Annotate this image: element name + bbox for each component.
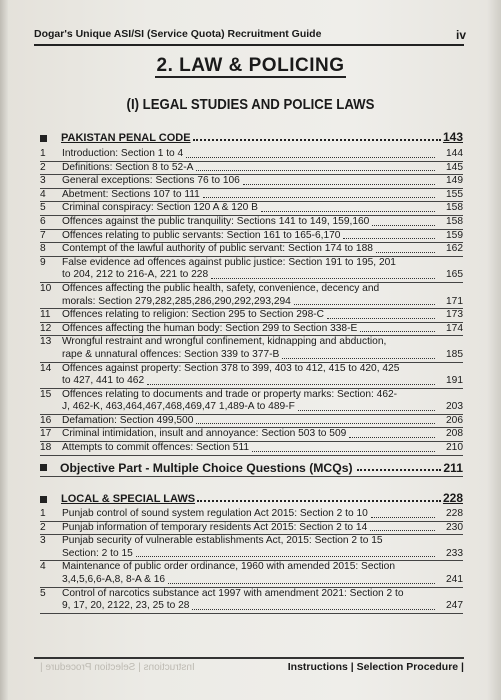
item-page-number: 241	[446, 573, 463, 585]
list-item	[40, 442, 463, 456]
item-number: 4	[40, 561, 46, 573]
item-text: to 427, 441 to 462	[62, 375, 145, 387]
item-text: Criminal conspiracy: Section 120 A & 120 B	[62, 202, 258, 214]
local-laws-heading-label: LOCAL & SPECIAL LAWS	[61, 493, 196, 505]
leader-dots	[243, 184, 435, 185]
leader-dots	[261, 211, 435, 212]
list-item	[40, 243, 463, 257]
leader-dots	[343, 238, 435, 239]
item-page-number: 174	[446, 322, 463, 334]
item-text: Offences relating to documents and trade or property marks: Section: 462-	[62, 388, 398, 400]
list-item	[40, 415, 463, 429]
list-item	[40, 336, 463, 362]
header-page-number: iv	[455, 28, 466, 42]
item-text: Wrongful restraint and wrongful confinement, kidnapping and abduction,	[62, 336, 387, 348]
leader-dots	[193, 139, 441, 141]
item-page-number: 155	[446, 188, 463, 200]
list-item	[40, 389, 463, 415]
leader-dots	[282, 358, 435, 359]
list-item	[40, 508, 463, 522]
item-number: 4	[40, 188, 46, 200]
item-page-number: 165	[446, 269, 463, 281]
item-text: Definitions: Section 8 to 52-A	[62, 161, 194, 173]
item-text: Offences affecting the human body: Section 299 to Section 338-E	[62, 322, 358, 334]
item-number: 2	[40, 161, 46, 173]
item-text: Control of narcotics substance act 1997 with amendment 2021: Section 2 to	[62, 587, 404, 599]
item-text: General exceptions: Sections 76 to 106	[62, 175, 240, 187]
item-number: 3	[40, 535, 46, 547]
chapter-title: 2. LAW & POLICING	[156, 55, 345, 76]
item-text: morals: Section 279,282,285,286,290,292,293,294	[62, 295, 291, 307]
section-title: (I) LEGAL STUDIES AND POLICE LAWS	[126, 96, 375, 113]
leader-dots	[136, 556, 435, 557]
item-number: 5	[40, 202, 46, 214]
item-page-number: 158	[446, 202, 463, 214]
item-page-number: 210	[446, 442, 463, 454]
local-laws-heading	[40, 491, 463, 505]
item-page-number: 247	[446, 600, 463, 612]
leader-dots	[349, 437, 435, 438]
leader-dots	[147, 384, 435, 385]
leader-dots	[203, 197, 435, 198]
list-item	[40, 323, 463, 337]
list-item	[40, 148, 463, 162]
item-text: Offences relating to public servants: Section 161 to 165-6,170	[62, 229, 341, 241]
item-text: Offences relating to religion: Section 295 to Section 298-C	[62, 309, 325, 321]
leader-dots	[196, 423, 435, 424]
list-item	[40, 175, 463, 189]
leader-dots	[376, 252, 435, 253]
item-number: 2	[40, 521, 46, 533]
item-text: Punjab control of sound system regulation Act 2015: Section 2 to 10	[62, 508, 368, 519]
leader-dots	[192, 609, 435, 610]
item-text: Maintenance of public order ordinance, 1960 with amended 2015: Section	[62, 561, 396, 573]
item-page-number: 233	[446, 547, 463, 559]
leader-dots	[372, 225, 435, 226]
list-item	[40, 309, 463, 323]
list-item	[40, 428, 463, 442]
item-text: rape & unnatural offences: Section 339 to 377-B	[62, 348, 280, 360]
leader-dots	[197, 500, 441, 502]
list-item	[40, 535, 463, 561]
item-number: 1	[40, 508, 46, 519]
item-text: Contempt of the lawful authority of public servant: Section 174 to 188	[62, 243, 373, 255]
item-page-number: 191	[446, 375, 463, 387]
leader-dots	[298, 410, 435, 411]
item-text: Section: 2 to 15	[62, 547, 133, 559]
item-number: 1	[40, 148, 46, 159]
item-number: 17	[40, 428, 52, 440]
page-right-edge	[487, 0, 501, 700]
list-item	[40, 588, 463, 614]
item-page-number: 171	[446, 295, 463, 307]
item-number: 18	[40, 442, 52, 454]
item-text: J, 462-K, 463,464,467,468,469,47 1,489-A to 489-F	[62, 401, 295, 413]
item-text: Punjab information of temporary residents Act 2015: Section 2 to 14	[62, 521, 368, 533]
item-text: Defamation: Section 499,500	[62, 414, 194, 426]
item-page-number: 185	[446, 348, 463, 360]
item-text: Criminal intimidation, insult and annoyance: Section 503 to 509	[62, 428, 347, 440]
running-header	[34, 28, 464, 46]
item-number: 7	[40, 229, 46, 241]
leader-dots	[357, 469, 442, 471]
page-left-edge	[0, 0, 8, 700]
item-number: 9	[40, 256, 46, 268]
item-page-number: 173	[446, 309, 463, 321]
item-page-number: 158	[446, 215, 463, 227]
ppc-heading	[40, 130, 463, 144]
item-text: Offences affecting the public health, safety, convenience, decency and	[62, 282, 380, 294]
item-page-number: 228	[446, 508, 463, 519]
leader-dots	[211, 278, 435, 279]
item-number: 6	[40, 215, 46, 227]
leader-dots	[196, 170, 435, 171]
leader-dots	[327, 318, 435, 319]
item-text: to 204, 212 to 216-A, 221 to 228	[62, 269, 209, 281]
item-text: Punjab security of vulnerable establishments Act, 2015: Section 2 to 15	[62, 535, 383, 547]
list-item	[40, 363, 463, 389]
item-page-number: 144	[446, 148, 463, 159]
list-item	[40, 522, 463, 536]
item-text: 9, 17, 20, 2122, 23, 25 to 28	[62, 600, 190, 612]
ppc-heading-label: PAKISTAN PENAL CODE	[61, 132, 191, 144]
list-item	[40, 230, 463, 244]
leader-dots	[360, 331, 435, 332]
footer-text: Instructions | Selection Procedure |	[287, 661, 464, 673]
item-number: 13	[40, 336, 52, 348]
item-page-number: 162	[446, 243, 463, 255]
running-footer	[34, 657, 464, 673]
header-title: Dogar's Unique ASI/SI (Service Quota) Recruitment Guide	[34, 28, 322, 40]
square-bullet-icon	[40, 496, 47, 503]
ppc-contents-list	[40, 148, 463, 456]
item-text: 3,4,5,6,6-A,8, 8-A & 16	[62, 573, 166, 585]
item-text: Attempts to commit offences: Section 511	[62, 442, 250, 454]
item-page-number: 208	[446, 428, 463, 440]
list-item	[40, 283, 463, 309]
item-text: Offences against the public tranquility: Sections 141 to 149, 159,160	[62, 215, 370, 227]
ppc-heading-page: 143	[442, 130, 463, 144]
list-item	[40, 202, 463, 216]
leader-dots	[186, 157, 435, 158]
item-page-number: 145	[446, 161, 463, 173]
item-page-number: 203	[446, 401, 463, 413]
bleed-through-text: Instructions | Selection Procedure |	[40, 662, 195, 673]
mcq-page: 211	[443, 461, 463, 475]
item-number: 16	[40, 414, 52, 426]
mcq-label: Objective Part - Multiple Choice Questions (MCQs)	[60, 461, 353, 475]
leader-dots	[294, 304, 435, 305]
list-item	[40, 162, 463, 176]
item-number: 15	[40, 388, 52, 400]
item-text: Abetment: Sections 107 to 111	[62, 188, 200, 200]
leader-dots	[371, 517, 435, 518]
item-page-number: 206	[446, 414, 463, 426]
item-number: 12	[40, 322, 52, 334]
leader-dots	[370, 530, 435, 531]
item-number: 5	[40, 587, 46, 599]
item-number: 10	[40, 282, 52, 294]
item-page-number: 159	[446, 229, 463, 241]
list-item	[40, 189, 463, 203]
item-number: 8	[40, 243, 46, 255]
leader-dots	[168, 583, 435, 584]
local-laws-contents-list	[40, 508, 463, 614]
item-text: False evidence ad offences against public justice: Section 191 to 195, 201	[62, 256, 396, 268]
item-page-number: 149	[446, 175, 463, 187]
local-laws-heading-page: 228	[442, 491, 463, 505]
list-item	[40, 216, 463, 230]
item-text: Introduction: Section 1 to 4	[62, 148, 184, 159]
item-text: Offences against property: Section 378 to 399, 403 to 412, 415 to 420, 425	[62, 362, 400, 374]
item-number: 11	[40, 309, 51, 321]
square-bullet-icon	[40, 135, 47, 142]
item-number: 14	[40, 362, 52, 374]
list-item	[40, 257, 463, 283]
item-number: 3	[40, 175, 46, 187]
square-bullet-icon	[40, 464, 47, 471]
leader-dots	[252, 451, 435, 452]
mcq-entry	[40, 461, 463, 477]
item-page-number: 230	[446, 521, 463, 533]
list-item	[40, 561, 463, 587]
